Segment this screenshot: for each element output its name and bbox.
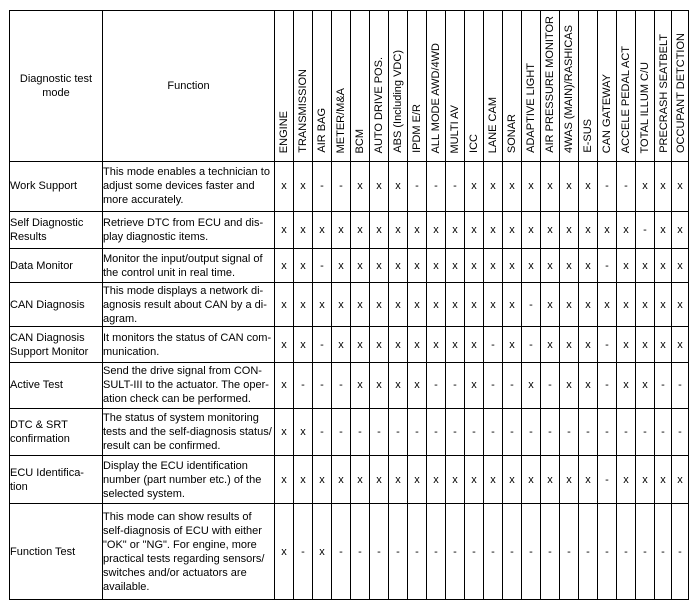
- support-mark: x: [541, 249, 560, 282]
- support-mark: x: [484, 282, 503, 327]
- system-column-header: [541, 11, 560, 162]
- system-column-label: ABS (Including VDC): [392, 50, 404, 153]
- support-mark: x: [465, 249, 484, 282]
- system-column-label: CAN GATEWAY: [601, 73, 613, 153]
- support-mark: x: [275, 456, 294, 504]
- function-cell: [103, 211, 275, 248]
- support-mark: -: [541, 504, 560, 600]
- support-mark: -: [522, 282, 541, 327]
- function-cell: [103, 362, 275, 408]
- function-cell: [103, 162, 275, 212]
- support-mark: x: [503, 211, 522, 248]
- support-mark: x: [672, 327, 689, 362]
- support-mark: x: [617, 456, 636, 504]
- table-header-row: [10, 11, 689, 162]
- system-column-header: [294, 11, 313, 162]
- support-mark: x: [351, 211, 370, 248]
- support-mark: x: [275, 362, 294, 408]
- support-mark: x: [503, 282, 522, 327]
- support-mark: x: [503, 162, 522, 212]
- support-mark: x: [522, 456, 541, 504]
- system-column-header: [275, 11, 294, 162]
- system-column-header: [427, 11, 446, 162]
- support-mark: x: [446, 456, 465, 504]
- mode-name: CAN Diagnosis: [10, 298, 85, 311]
- system-column-label: PRECRASH SEATBELT: [658, 34, 670, 153]
- support-mark: x: [522, 162, 541, 212]
- support-mark: x: [313, 456, 332, 504]
- system-column-label: ICC: [468, 134, 480, 153]
- system-column-label: MULTI AV: [449, 104, 461, 153]
- function-cell: [103, 327, 275, 362]
- system-column-header: [332, 11, 351, 162]
- support-mark: -: [446, 504, 465, 600]
- support-mark: x: [275, 249, 294, 282]
- mode-cell: [10, 362, 103, 408]
- support-mark: -: [484, 408, 503, 456]
- support-mark: x: [465, 211, 484, 248]
- support-mark: x: [484, 162, 503, 212]
- system-column-header: [579, 11, 598, 162]
- system-column-label: IPDM E/R: [411, 104, 423, 153]
- support-mark: -: [313, 327, 332, 362]
- support-mark: x: [427, 456, 446, 504]
- system-column-label: OCCUPANT DETCTION: [675, 33, 687, 153]
- support-mark: -: [655, 504, 672, 600]
- support-mark: x: [294, 211, 313, 248]
- support-mark: x: [672, 162, 689, 212]
- system-column-label: ALL MODE AWD/4WD: [430, 42, 442, 153]
- support-mark: x: [465, 327, 484, 362]
- support-mark: -: [598, 162, 617, 212]
- support-mark: -: [655, 362, 672, 408]
- support-mark: x: [332, 456, 351, 504]
- function-description: Send the drive signal from CON- SULT-III to the actuator. The oper- ation check can be performed.: [103, 365, 269, 406]
- support-mark: -: [446, 408, 465, 456]
- support-mark: x: [655, 282, 672, 327]
- support-mark: x: [598, 211, 617, 248]
- support-mark: x: [446, 249, 465, 282]
- support-mark: x: [522, 249, 541, 282]
- support-mark: -: [408, 504, 427, 600]
- support-mark: x: [636, 362, 655, 408]
- system-column-label: TOTAL ILLUM C/U: [639, 61, 651, 153]
- function-description: Display the ECU identification number (part number etc.) of the selected system.: [103, 459, 262, 500]
- support-mark: x: [446, 327, 465, 362]
- support-mark: x: [275, 282, 294, 327]
- support-mark: -: [655, 408, 672, 456]
- support-mark: -: [598, 249, 617, 282]
- support-mark: x: [541, 456, 560, 504]
- support-mark: -: [636, 211, 655, 248]
- system-column-header: [389, 11, 408, 162]
- support-mark: -: [617, 408, 636, 456]
- support-mark: x: [370, 162, 389, 212]
- support-mark: x: [672, 249, 689, 282]
- system-column-header: [522, 11, 541, 162]
- support-mark: -: [465, 408, 484, 456]
- support-mark: x: [313, 211, 332, 248]
- support-mark: -: [484, 327, 503, 362]
- system-column-label: AUTO DRIVE POS.: [373, 56, 385, 153]
- table-row: [10, 362, 689, 408]
- support-mark: x: [294, 249, 313, 282]
- support-mark: x: [655, 456, 672, 504]
- support-mark: -: [313, 249, 332, 282]
- support-mark: -: [313, 362, 332, 408]
- support-mark: -: [503, 362, 522, 408]
- table-row: [10, 327, 689, 362]
- support-mark: x: [351, 162, 370, 212]
- support-mark: -: [427, 408, 446, 456]
- support-mark: x: [427, 327, 446, 362]
- support-mark: -: [332, 362, 351, 408]
- function-description: Monitor the input/output signal of the control unit in real time.: [103, 252, 263, 279]
- function-cell: [103, 249, 275, 282]
- system-column-label: AIR PRESSURE MONITOR: [544, 16, 556, 153]
- support-mark: x: [294, 456, 313, 504]
- support-mark: x: [655, 327, 672, 362]
- function-column-header: [103, 11, 275, 162]
- support-mark: -: [522, 504, 541, 600]
- mode-cell: [10, 211, 103, 248]
- support-mark: x: [484, 456, 503, 504]
- support-mark: x: [389, 327, 408, 362]
- support-mark: x: [351, 456, 370, 504]
- system-column-label: AIR BAG: [316, 108, 328, 153]
- support-mark: -: [370, 408, 389, 456]
- table-row: [10, 282, 689, 327]
- support-mark: -: [598, 504, 617, 600]
- function-cell: [103, 408, 275, 456]
- support-mark: x: [275, 504, 294, 600]
- support-mark: x: [446, 211, 465, 248]
- table-row: [10, 504, 689, 600]
- support-mark: x: [408, 362, 427, 408]
- mode-column-label: Diagnostic test mode: [19, 73, 93, 99]
- function-description: This mode can show results of self-diagnosis of ECU with either "OK" or "NG". For engine, more practical tests regarding sensors/ switches and/or actuators are available.: [103, 510, 265, 593]
- system-column-label: 4WAS (MAIN)/RASHICAS: [563, 25, 575, 153]
- support-mark: x: [332, 249, 351, 282]
- support-mark: x: [465, 282, 484, 327]
- support-mark: x: [560, 327, 579, 362]
- support-mark: x: [579, 282, 598, 327]
- support-mark: x: [541, 282, 560, 327]
- system-column-label: BCM: [354, 128, 366, 153]
- mode-cell: [10, 504, 103, 600]
- support-mark: -: [351, 408, 370, 456]
- support-mark: x: [389, 211, 408, 248]
- mode-name: ECU Identifica- tion: [10, 466, 84, 493]
- table-body: [10, 162, 689, 600]
- support-mark: x: [617, 362, 636, 408]
- mode-cell: [10, 249, 103, 282]
- support-mark: -: [636, 504, 655, 600]
- support-mark: x: [351, 362, 370, 408]
- support-mark: -: [672, 408, 689, 456]
- support-mark: x: [351, 249, 370, 282]
- support-mark: -: [617, 504, 636, 600]
- mode-cell: [10, 456, 103, 504]
- system-column-header: [560, 11, 579, 162]
- support-mark: x: [408, 249, 427, 282]
- system-column-label: METER/M&A: [335, 87, 347, 153]
- support-mark: x: [636, 282, 655, 327]
- support-mark: x: [617, 282, 636, 327]
- support-mark: -: [560, 408, 579, 456]
- support-mark: x: [617, 327, 636, 362]
- support-mark: -: [484, 362, 503, 408]
- support-mark: -: [541, 362, 560, 408]
- mode-name: CAN Diagnosis Support Monitor: [10, 331, 89, 358]
- support-mark: x: [332, 282, 351, 327]
- support-mark: -: [672, 362, 689, 408]
- support-mark: x: [484, 211, 503, 248]
- system-column-header: [598, 11, 617, 162]
- support-mark: x: [446, 282, 465, 327]
- support-mark: x: [672, 211, 689, 248]
- support-mark: x: [617, 249, 636, 282]
- support-mark: x: [332, 327, 351, 362]
- support-mark: -: [598, 362, 617, 408]
- system-column-label: TRANSMISSION: [297, 69, 309, 153]
- support-mark: x: [617, 211, 636, 248]
- support-mark: x: [389, 162, 408, 212]
- support-mark: x: [541, 162, 560, 212]
- support-mark: -: [408, 408, 427, 456]
- support-mark: x: [655, 162, 672, 212]
- support-mark: -: [427, 504, 446, 600]
- support-mark: x: [465, 162, 484, 212]
- system-column-header: [617, 11, 636, 162]
- support-mark: -: [427, 162, 446, 212]
- support-mark: x: [389, 249, 408, 282]
- support-mark: x: [560, 162, 579, 212]
- table-row: [10, 456, 689, 504]
- support-mark: x: [655, 249, 672, 282]
- table-row: [10, 162, 689, 212]
- diagnostic-mode-table: [9, 10, 689, 600]
- mode-name: Function Test: [10, 545, 76, 558]
- function-cell: [103, 282, 275, 327]
- support-mark: x: [313, 282, 332, 327]
- system-column-header: [370, 11, 389, 162]
- support-mark: x: [294, 162, 313, 212]
- support-mark: -: [294, 504, 313, 600]
- table-row: [10, 249, 689, 282]
- mode-name: Self Diagnostic Results: [10, 217, 84, 244]
- support-mark: x: [370, 249, 389, 282]
- support-mark: x: [351, 282, 370, 327]
- system-column-header: [465, 11, 484, 162]
- support-mark: x: [465, 456, 484, 504]
- support-mark: x: [579, 162, 598, 212]
- support-mark: -: [370, 504, 389, 600]
- support-mark: -: [503, 504, 522, 600]
- support-mark: x: [294, 408, 313, 456]
- system-column-header: [446, 11, 465, 162]
- mode-cell: [10, 162, 103, 212]
- mode-cell: [10, 327, 103, 362]
- support-mark: x: [370, 456, 389, 504]
- support-mark: -: [408, 162, 427, 212]
- function-cell: [103, 456, 275, 504]
- support-mark: -: [579, 504, 598, 600]
- mode-cell: [10, 282, 103, 327]
- support-mark: x: [636, 456, 655, 504]
- support-mark: x: [275, 327, 294, 362]
- support-mark: x: [408, 456, 427, 504]
- support-mark: -: [560, 504, 579, 600]
- support-mark: -: [522, 408, 541, 456]
- system-column-header: [672, 11, 689, 162]
- support-mark: -: [446, 362, 465, 408]
- support-mark: x: [313, 504, 332, 600]
- support-mark: x: [408, 211, 427, 248]
- support-mark: x: [579, 362, 598, 408]
- system-column-header: [484, 11, 503, 162]
- support-mark: x: [351, 327, 370, 362]
- system-column-header: [655, 11, 672, 162]
- support-mark: x: [503, 456, 522, 504]
- support-mark: x: [636, 249, 655, 282]
- function-cell: [103, 504, 275, 600]
- system-column-header: [636, 11, 655, 162]
- support-mark: x: [560, 249, 579, 282]
- mode-name: DTC & SRT confirmation: [10, 418, 70, 445]
- system-column-label: SONAR: [506, 113, 518, 153]
- system-column-header: [313, 11, 332, 162]
- support-mark: -: [636, 408, 655, 456]
- table-row: [10, 211, 689, 248]
- mode-column-header: [10, 11, 103, 162]
- support-mark: x: [672, 282, 689, 327]
- support-mark: -: [503, 408, 522, 456]
- function-description: Retrieve DTC from ECU and dis- play diagnostic items.: [103, 217, 264, 244]
- support-mark: x: [427, 211, 446, 248]
- system-column-label: ENGINE: [278, 110, 290, 153]
- function-column-label: Function: [167, 80, 210, 92]
- support-mark: x: [522, 211, 541, 248]
- support-mark: x: [389, 456, 408, 504]
- system-column-label: E-SUS: [582, 119, 594, 153]
- support-mark: x: [503, 249, 522, 282]
- support-mark: -: [313, 162, 332, 212]
- support-mark: x: [427, 249, 446, 282]
- support-mark: x: [275, 162, 294, 212]
- support-mark: -: [351, 504, 370, 600]
- support-mark: x: [579, 456, 598, 504]
- function-description: The status of system monitoring tests and the self-diagnosis status/ result can be confirmed.: [103, 411, 272, 452]
- support-mark: x: [275, 211, 294, 248]
- support-mark: -: [294, 362, 313, 408]
- support-mark: -: [389, 408, 408, 456]
- table-row: [10, 408, 689, 456]
- system-column-label: ACCELE PEDAL ACT: [620, 45, 632, 153]
- support-mark: -: [598, 456, 617, 504]
- support-mark: -: [598, 327, 617, 362]
- support-mark: x: [541, 327, 560, 362]
- support-mark: x: [560, 211, 579, 248]
- support-mark: x: [503, 327, 522, 362]
- support-mark: x: [636, 327, 655, 362]
- support-mark: x: [332, 211, 351, 248]
- support-mark: x: [522, 362, 541, 408]
- support-mark: x: [408, 327, 427, 362]
- support-mark: x: [579, 249, 598, 282]
- support-mark: x: [408, 282, 427, 327]
- system-column-header: [351, 11, 370, 162]
- support-mark: x: [560, 282, 579, 327]
- support-mark: -: [465, 504, 484, 600]
- support-mark: -: [598, 408, 617, 456]
- system-column-label: LANE CAM: [487, 96, 499, 153]
- support-mark: x: [370, 282, 389, 327]
- support-mark: x: [465, 362, 484, 408]
- support-mark: -: [484, 504, 503, 600]
- support-mark: x: [294, 282, 313, 327]
- support-mark: -: [313, 408, 332, 456]
- support-mark: x: [427, 282, 446, 327]
- support-mark: x: [294, 327, 313, 362]
- support-mark: x: [541, 211, 560, 248]
- function-description: It monitors the status of CAN com- munication.: [103, 331, 272, 358]
- support-mark: x: [672, 456, 689, 504]
- support-mark: -: [541, 408, 560, 456]
- support-mark: x: [389, 282, 408, 327]
- function-description: This mode displays a network di- agnosis result about CAN by a di- agram.: [103, 284, 267, 325]
- support-mark: x: [560, 456, 579, 504]
- support-mark: x: [370, 211, 389, 248]
- support-mark: -: [332, 504, 351, 600]
- support-mark: x: [579, 211, 598, 248]
- support-mark: x: [655, 211, 672, 248]
- support-mark: -: [332, 408, 351, 456]
- mode-cell: [10, 408, 103, 456]
- support-mark: -: [672, 504, 689, 600]
- system-column-header: [408, 11, 427, 162]
- mode-name: Work Support: [10, 180, 78, 193]
- support-mark: x: [598, 282, 617, 327]
- support-mark: -: [446, 162, 465, 212]
- support-mark: x: [579, 327, 598, 362]
- support-mark: x: [636, 162, 655, 212]
- support-mark: x: [484, 249, 503, 282]
- support-mark: -: [389, 504, 408, 600]
- support-mark: x: [370, 327, 389, 362]
- function-description: This mode enables a technician to adjust some devices faster and more accurately.: [103, 166, 270, 207]
- support-mark: -: [522, 327, 541, 362]
- support-mark: x: [560, 362, 579, 408]
- support-mark: -: [427, 362, 446, 408]
- mode-name: Data Monitor: [10, 259, 73, 272]
- support-mark: x: [370, 362, 389, 408]
- system-column-label: ADAPTIVE LIGHT: [525, 63, 537, 153]
- support-mark: -: [617, 162, 636, 212]
- support-mark: -: [579, 408, 598, 456]
- mode-name: Active Test: [10, 379, 63, 392]
- support-mark: x: [389, 362, 408, 408]
- support-mark: x: [275, 408, 294, 456]
- support-mark: -: [332, 162, 351, 212]
- system-column-header: [503, 11, 522, 162]
